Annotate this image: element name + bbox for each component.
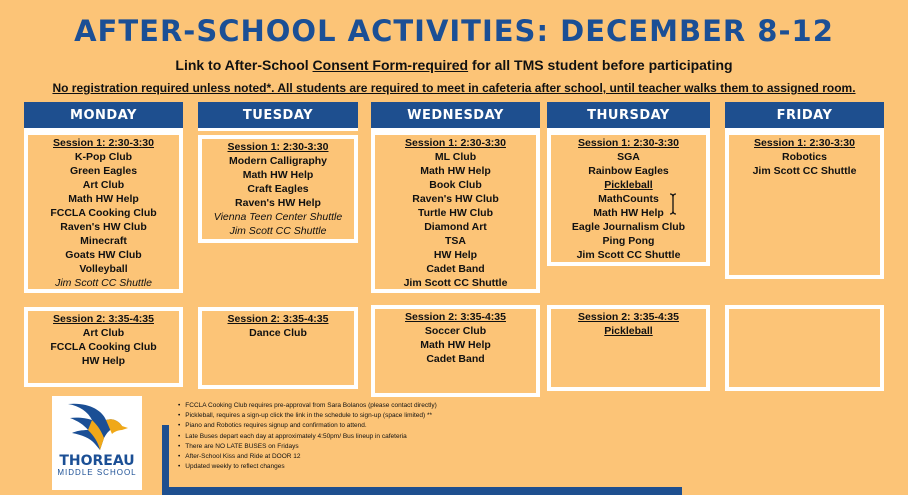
day-header-wednesday: WEDNESDAY [371, 102, 540, 131]
day-header-monday: MONDAY [24, 102, 183, 131]
day-header-tuesday: TUESDAY [198, 102, 358, 131]
activity-item: Vienna Teen Center Shuttle [213, 211, 343, 223]
activity-item: Diamond Art [424, 221, 487, 233]
activity-item: ML Club [434, 151, 477, 163]
activity-item: Soccer Club [424, 325, 487, 337]
note-item: • FCCLA Cooking Club requires pre-approval from Sara Bolanos (please contact directly) [178, 401, 538, 411]
note-item: • Updated weekly to reflect changes [178, 462, 538, 472]
activity-item: Jim Scott CC Shuttle [403, 277, 508, 289]
session-title: Session 1: 2:30-3:30 [405, 137, 506, 149]
activity-item: Minecraft [80, 235, 127, 247]
page-title: AFTER-SCHOOL ACTIVITIES: DECEMBER 8-12 [74, 14, 834, 48]
activity-item: HW Help [433, 249, 478, 261]
activity-item: Turtle HW Club [417, 207, 494, 219]
friday-session1 [725, 131, 884, 279]
session-title: Session 2: 3:35-4:35 [53, 313, 154, 325]
activity-item: Art Club [82, 179, 125, 191]
activity-item[interactable]: Pickleball [604, 179, 653, 191]
activity-item: Math HW Help [420, 339, 491, 351]
activity-item: Math HW Help [242, 169, 314, 181]
school-name: THOREAU [59, 453, 135, 469]
friday-session2 [725, 305, 884, 391]
subtitle-post: for all TMS student before participating [468, 57, 733, 73]
activity-item: Volleyball [79, 263, 128, 275]
activity-item: FCCLA Cooking Club [50, 341, 157, 353]
consent-subtitle [0, 57, 908, 73]
session-title: Session 2: 3:35-4:35 [405, 311, 506, 323]
wednesday-session1 [371, 131, 540, 293]
thursday-session1 [547, 131, 710, 266]
notes-accent-bar-bottom [162, 487, 682, 495]
activity-item: Modern Calligraphy [228, 155, 327, 167]
activity-item: Raven's HW Club [60, 221, 147, 233]
monday-session1 [24, 131, 183, 293]
subtitle-pre: Link to After-School [175, 57, 313, 73]
session-title: Session 1: 2:30-3:30 [754, 137, 855, 149]
activity-item: TSA [445, 235, 466, 247]
tuesday-session1 [198, 135, 358, 243]
activity-item: Book Club [429, 179, 482, 191]
registration-notice: No registration required unless noted*. All students are required to meet in cafeteria after school, until teacher walks them to assigned room. [52, 81, 856, 95]
activity-item[interactable]: Pickleball [604, 325, 653, 337]
activity-item: Craft Eagles [247, 183, 309, 195]
activity-item: SGA [617, 151, 640, 163]
notes-accent-bar [162, 425, 169, 495]
activity-item: Jim Scott CC Shuttle [576, 249, 681, 261]
activity-item: K-Pop Club [74, 151, 133, 163]
activity-item: Goats HW Club [65, 249, 142, 261]
activity-item: Jim Scott CC Shuttle [229, 225, 327, 237]
activity-item: Art Club [82, 327, 125, 339]
consent-form-link[interactable]: Consent Form-required [312, 57, 469, 73]
thursday-session2 [547, 305, 710, 391]
session-title: Session 1: 2:30-3:30 [578, 137, 679, 149]
activity-item: Raven's HW Club [412, 193, 499, 205]
school-subname: MIDDLE SCHOOL [57, 468, 137, 477]
activity-item: Raven's HW Help [235, 197, 321, 209]
activity-item: FCCLA Cooking Club [50, 207, 157, 219]
tuesday-session2 [198, 307, 358, 389]
note-item: • After-School Kiss and Ride at DOOR 12 [178, 452, 538, 462]
school-logo [52, 396, 142, 490]
activity-item: Eagle Journalism Club [571, 221, 686, 233]
activity-item: Math HW Help [68, 193, 139, 205]
activity-item: Dance Club [249, 327, 307, 339]
activity-item: Green Eagles [69, 165, 138, 177]
wednesday-session2 [371, 305, 540, 397]
activity-item: HW Help [81, 355, 126, 367]
session-title: Session 1: 2:30-3:30 [53, 137, 154, 149]
eagle-icon [62, 400, 132, 456]
session-title: Session 1: 2:30-3:30 [227, 141, 329, 153]
activity-item: MathCounts [598, 193, 659, 205]
note-item: • Piano and Robotics requires signup and confirmation to attend. [178, 421, 538, 431]
activity-item: Math HW Help [593, 207, 664, 219]
note-item: • There are NO LATE BUSES on Fridays [178, 442, 538, 452]
notes-list [178, 401, 538, 472]
day-header-friday: FRIDAY [725, 102, 884, 131]
activity-item: Ping Pong [602, 235, 655, 247]
activity-item: Cadet Band [426, 353, 485, 365]
activity-item: Jim Scott CC Shuttle [55, 277, 152, 289]
note-item: • Late Buses depart each day at approximately 4:50pm/ Bus lineup in cafeteria [178, 432, 538, 442]
session-title: Session 2: 3:35-4:35 [227, 313, 329, 325]
activity-item: Robotics [782, 151, 827, 163]
day-header-thursday: THURSDAY [547, 102, 710, 131]
activity-item: Rainbow Eagles [588, 165, 669, 177]
activity-item: Jim Scott CC Shuttle [752, 165, 857, 177]
session-title: Session 2: 3:35-4:35 [578, 311, 679, 323]
activity-item: Cadet Band [426, 263, 485, 275]
note-item: • Pickleball, requires a sign-up click the link in the schedule to sign-up (space limited) ** [178, 411, 538, 421]
activity-item: Math HW Help [420, 165, 491, 177]
text-cursor-icon [668, 193, 678, 215]
monday-session2 [24, 307, 183, 387]
